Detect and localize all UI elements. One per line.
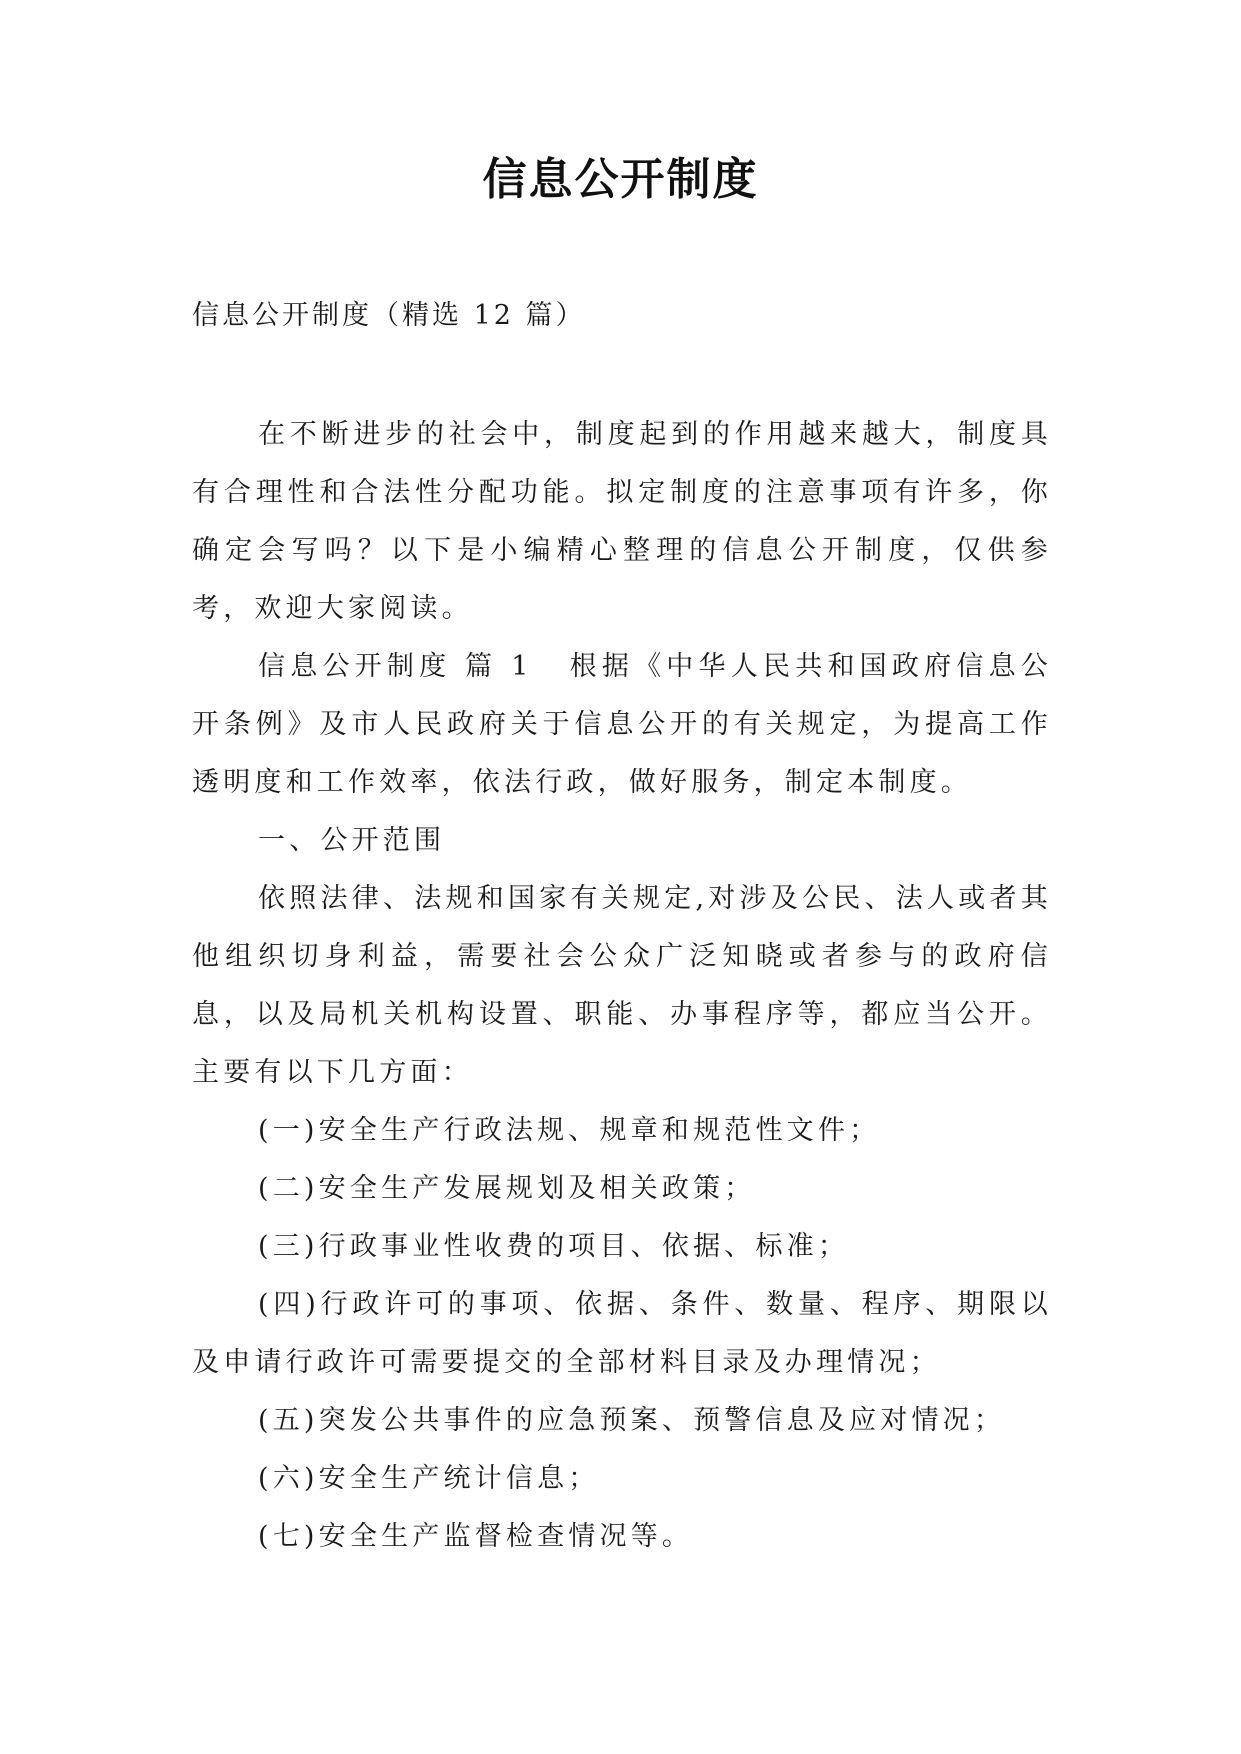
section1-text: 根据《中华人民共和国政府信息公开条例》及市人民政府关于信息公开的有关规定，为提高工作透明度和工作效率，依法行政，做好服务，制定本制度。	[192, 651, 1053, 798]
document-subtitle: 信息公开制度（精选 12 篇）	[192, 300, 586, 331]
section1-heading: 信息公开制度 篇 1	[258, 651, 533, 682]
list-item: (四)行政许可的事项、依据、条件、数量、程序、期限以及申请行政许可需要提交的全部材料目录及办理情况；	[192, 1289, 1052, 1378]
list-item: (一)安全生产行政法规、规章和规范性文件；	[258, 1115, 881, 1146]
list-item: (二)安全生产发展规划及相关政策；	[258, 1173, 756, 1204]
list-item: (六)安全生产统计信息；	[258, 1463, 600, 1494]
document-body	[192, 406, 1052, 1566]
scope-paragraph: 依照法律、法规和国家有关规定,对涉及公民、法人或者其他组织切身利益，需要社会公众广泛知晓或者参与的政府信息，以及局机关机构设置、职能、办事程序等，都应当公开。主要有以下几方面：	[192, 883, 1052, 1088]
list-item: (七)安全生产监督检查情况等。	[258, 1521, 694, 1552]
list-item: (三)行政事业性收费的项目、依据、标准；	[258, 1231, 850, 1262]
scope-heading: 一、公开范围	[258, 825, 446, 856]
intro-paragraph: 在不断进步的社会中，制度起到的作用越来越大，制度具有合理性和合法性分配功能。拟定制度的注意事项有许多，你确定会写吗？以下是小编精心整理的信息公开制度，仅供参考，欢迎大家阅读。	[192, 419, 1052, 624]
list-item: (五)突发公共事件的应急预案、预警信息及应对情况；	[258, 1405, 1006, 1436]
section1-paragraph	[192, 638, 1052, 812]
document-title: 信息公开制度	[482, 154, 759, 205]
